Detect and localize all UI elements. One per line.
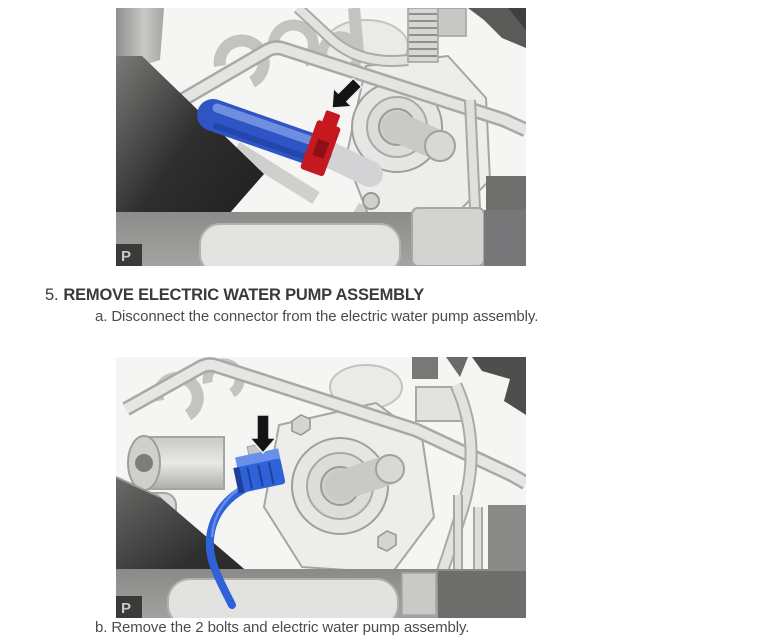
figure-remove-bolts [116, 357, 526, 618]
lower-engine-area [116, 208, 526, 266]
corner-label-text: P [121, 600, 132, 617]
engine-illustration-2 [116, 357, 526, 618]
step-number: 5. [45, 286, 59, 304]
figure-disconnect-connector [116, 8, 526, 266]
substep-a [95, 307, 538, 327]
lower-engine-area [116, 569, 526, 618]
engine-illustration-1 [116, 8, 526, 266]
substep-b-label: b. [95, 619, 108, 636]
substep-b [95, 618, 469, 638]
substep-a-label: a. [95, 308, 108, 325]
substep-b-text: Remove the 2 bolts and electric water pump assembly. [111, 619, 470, 636]
substep-a-text: Disconnect the connector from the electric water pump assembly. [111, 308, 539, 325]
corner-label-text: P [121, 248, 132, 265]
step-title: REMOVE ELECTRIC WATER PUMP ASSEMBLY [63, 286, 424, 304]
figure-corner-label [116, 596, 142, 618]
step-heading [45, 285, 424, 305]
figure-corner-label [116, 244, 142, 266]
